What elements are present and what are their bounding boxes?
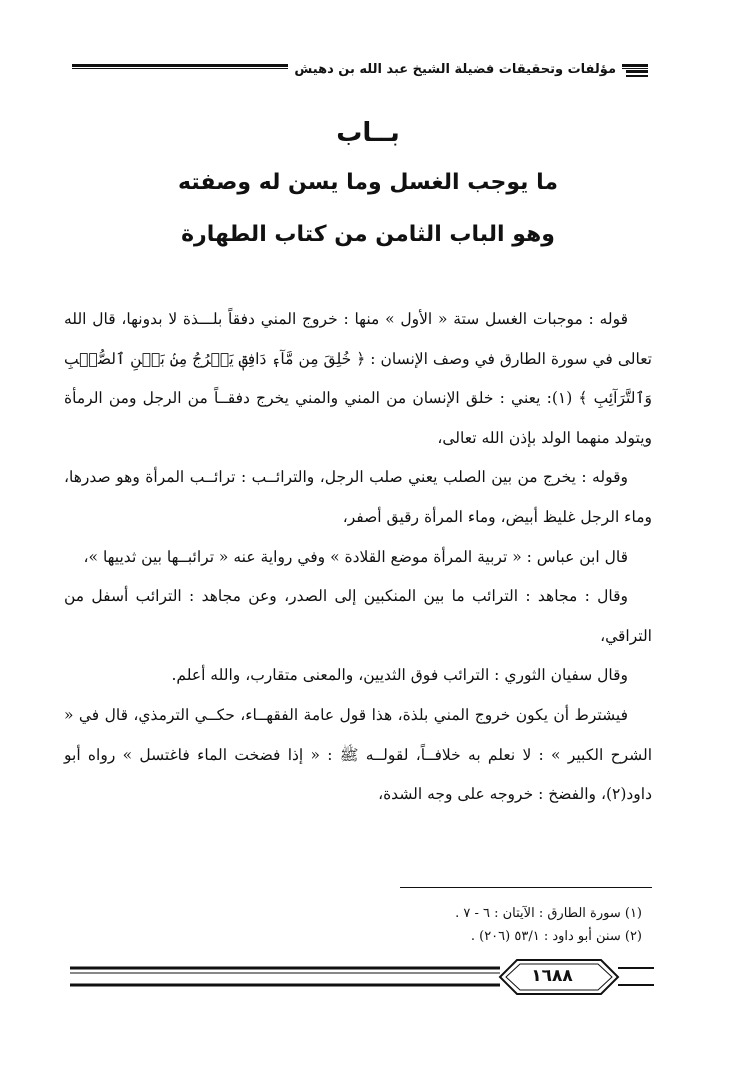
running-header [72,58,648,86]
footnotes [455,902,642,948]
footnote-rule [400,887,652,888]
paragraph: فيشترط أن يكون خروج المني بلذة، هذا قول عامة الفقهــاء، حكــي الترمذي، قال في « الشرح الكبير » : لا نعلم به خلافــاً، لقولــه ﷺ : « إذا فضخت الماء فاغتسل » رواه أبو داود(٢)، والفضخ : خروجه على وجه الشدة، [64,705,652,804]
chapter-title: ما يوجب الغسل وما يسن له وصفته [178,170,558,195]
paragraph: وقوله : يخرج من بين الصلب يعني صلب الرجل، والترائــب : ترائــب المرأة وهو صدرها، وماء الرجل غليظ أبيض، وماء المرأة رقيق أصفر، [64,468,652,526]
paragraph: وقال : مجاهد : الترائب ما بين المنكبين إلى الصدر، وعن مجاهد : الترائب أسفل من التراقي، [64,587,652,645]
paragraph: وقال سفيان الثوري : الترائب فوق الثديين، والمعنى متقارب، والله أعلم. [171,666,628,685]
chapter-label: بــاب [336,118,400,148]
chapter-subtitle: وهو الباب الثامن من كتاب الطهارة [181,222,555,247]
page-number: ١٦٨٨ [531,966,573,986]
footnote-1: (١) سورة الطارق : الآيتان : ٦ - ٧ . [455,906,642,921]
body-text [64,300,652,815]
header-title: مؤلفات وتحقيقات فضيلة الشيخ عبد الله بن دهيش [288,62,622,77]
paragraph: قال ابن عباس : « تربية المرأة موضع القلادة » وفي رواية عنه « ترائبــها بين ثدييها »، [83,547,628,566]
footnote-2: (٢) سنن أبو داود : ٥٣/١ (٢٠٦) . [470,929,642,944]
header-ornament [626,70,648,77]
paragraph: قوله : موجبات الغسل ستة « الأول » منها : خروج المني دفقاً بلـــذة لا بدونها، قال الله تعالى في سورة الطارق في وصف الإنسان : ﴿ خُلِقَ مِن مَّآءٖ دَافِقٖ يَخۡرُجُ مِنۢ بَيۡنِ ٱلصُّلۡبِ وَٱلتَّرَآئِبِ ﴾ (١): يعني : خلق الإنسان من المني والمني يخرج دفقــاً من الرجل ومن الرمأة ويتولد منهما الولد بإذن الله تعالى، [64,310,653,447]
